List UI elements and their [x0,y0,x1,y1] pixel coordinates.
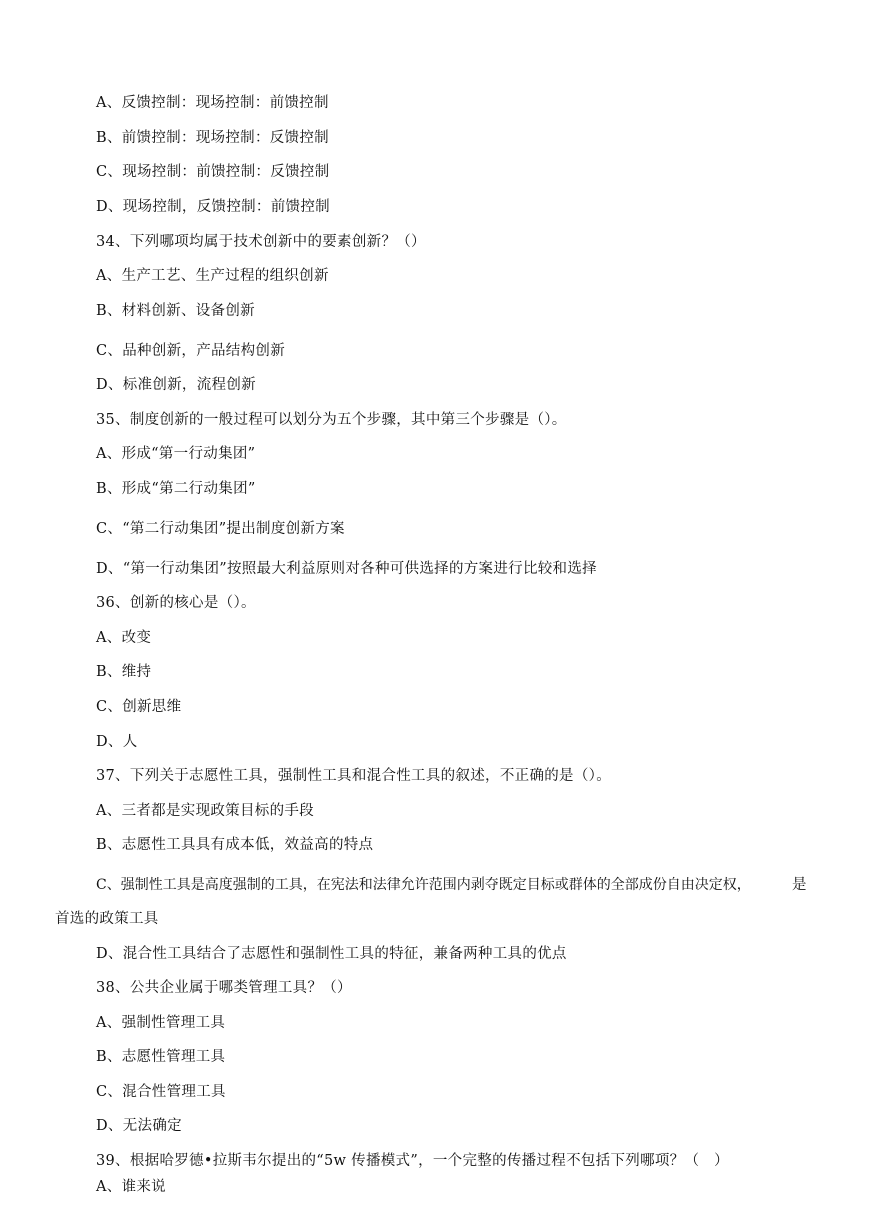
option-a-q39: A、谁来说 [96,1179,166,1195]
option-d-q38: D、无法确定 [96,1118,182,1134]
option-d-q37: D、混合性工具结合了志愿性和强制性工具的特征，兼备两种工具的优点 [96,946,567,962]
question-37: 37、下列关于志愿性工具，强制性工具和混合性工具的叙述，不正确的是（）。 [96,768,611,784]
option-a-q34: A、生产工艺、生产过程的组织创新 [96,268,329,284]
option-a-q33: A、反馈控制：现场控制：前馈控制 [96,95,329,111]
option-a-q37: A、三者都是实现政策目标的手段 [96,803,314,819]
option-c-q37-tail: 是 [792,877,807,893]
option-c-q37: C、强制性工具是高度强制的工具，在宪法和法律允许范围内剥夺既定目标或群体的全部成份自由决定权， [96,877,751,893]
option-d-q33: D、现场控制，反馈控制：前馈控制 [96,199,330,215]
option-b-q36: B、维持 [96,664,152,680]
option-d-q34: D、标准创新，流程创新 [96,377,256,393]
option-a-q38: A、强制性管理工具 [96,1015,226,1031]
option-b-q33: B、前馈控制：现场控制：反馈控制 [96,130,329,146]
option-b-q35: B、形成“第二行动集团” [96,481,256,497]
question-35: 35、制度创新的一般过程可以划分为五个步骤，其中第三个步骤是（）。 [96,412,567,428]
option-c-q34: C、品种创新，产品结构创新 [96,343,285,359]
option-c-q35: C、“第二行动集团”提出制度创新方案 [96,521,345,537]
option-b-q37: B、志愿性工具具有成本低，效益高的特点 [96,837,374,853]
option-b-q34: B、材料创新、设备创新 [96,303,255,319]
question-34: 34、下列哪项均属于技术创新中的要素创新？（） [96,234,426,250]
option-b-q38: B、志愿性管理工具 [96,1049,226,1065]
option-c-q36: C、创新思维 [96,699,182,715]
option-a-q36: A、改变 [96,630,152,646]
question-36: 36、创新的核心是（）。 [96,595,256,611]
option-c-q33: C、现场控制：前馈控制：反馈控制 [96,164,330,180]
option-d-q35: D、“第一行动集团”按照最大利益原则对各种可供选择的方案进行比较和选择 [96,561,597,577]
question-39: 39、根据哈罗德•拉斯韦尔提出的“5w 传播模式”，一个完整的传播过程不包括下列哪项？（ ） [96,1153,729,1169]
option-a-q35: A、形成“第一行动集团” [96,446,256,462]
option-d-q36: D、人 [96,734,138,750]
question-38: 38、公共企业属于哪类管理工具？（） [96,980,352,996]
option-c-q38: C、混合性管理工具 [96,1084,226,1100]
option-c-q37-continuation: 首选的政策工具 [55,911,159,927]
